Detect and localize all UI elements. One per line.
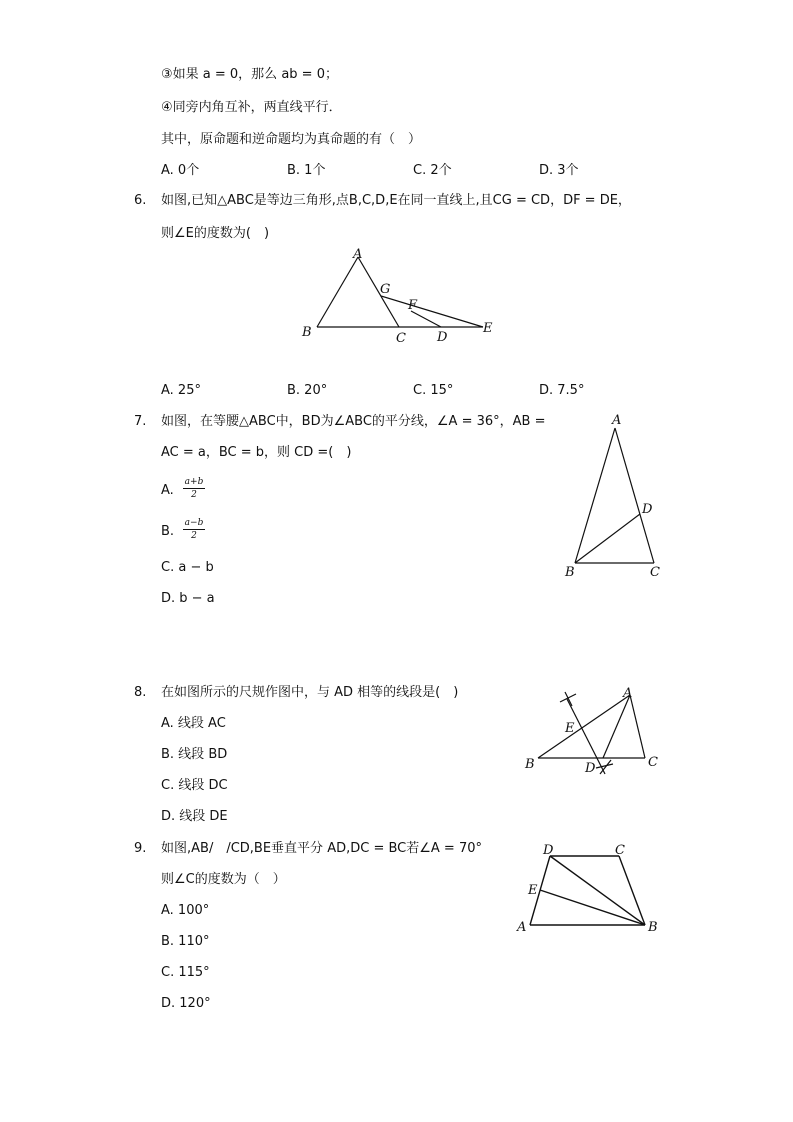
- option-b: B. 20°: [287, 383, 328, 398]
- option-c: C. 15°: [413, 383, 454, 398]
- point-label: A: [517, 920, 527, 935]
- statement-3: ③如果 a = 0，那么 ab = 0；: [161, 67, 338, 82]
- question-stem: 其中，原命题和逆命题均为真命题的有（ ）: [161, 132, 422, 147]
- segment-bd: [575, 514, 640, 563]
- question-number: 8.: [134, 685, 147, 700]
- q8-figure: [520, 682, 665, 782]
- segment-ac: [630, 695, 645, 758]
- option-a: A. 25°: [161, 383, 201, 398]
- point-label: C: [396, 331, 406, 346]
- segment-ac: [358, 257, 399, 327]
- option-a: A. 0个: [161, 163, 200, 178]
- point-label: D: [585, 761, 596, 776]
- fraction-denominator: 2: [191, 531, 197, 541]
- option-c: C. 2个: [413, 163, 452, 178]
- segment-ac: [615, 428, 654, 563]
- point-label: A: [612, 413, 622, 428]
- option-a-fraction: [183, 477, 205, 500]
- option-a: A. 线段 AC: [161, 716, 226, 731]
- option-b-fraction: [183, 518, 205, 541]
- segment-eb: [540, 890, 645, 925]
- fraction-numerator: a−b: [184, 518, 204, 528]
- segment-ab: [317, 257, 358, 327]
- option-b: B. 线段 BD: [161, 747, 228, 762]
- q9-figure: [512, 838, 667, 938]
- point-label: E: [565, 721, 575, 736]
- point-label: B: [302, 325, 312, 340]
- point-label: D: [543, 843, 554, 858]
- point-label: B: [525, 757, 535, 772]
- option-c: C. 115°: [161, 965, 210, 980]
- segment-cb: [619, 856, 645, 925]
- point-label: E: [483, 321, 493, 336]
- point-label: C: [648, 755, 658, 770]
- option-d: D. 120°: [161, 996, 211, 1011]
- fraction-numerator: a+b: [184, 477, 204, 487]
- statement-4: ④同旁内角互补，两直线平行．: [161, 100, 342, 115]
- question-number: 7.: [134, 414, 147, 429]
- option-a: A. 100°: [161, 903, 210, 918]
- option-b: B. 1个: [287, 163, 326, 178]
- option-c: C. 线段 DC: [161, 778, 228, 793]
- option-d: D. 3个: [539, 163, 579, 178]
- point-label: D: [642, 502, 653, 517]
- option-a-prefix: A.: [161, 483, 174, 498]
- point-label: E: [528, 883, 538, 898]
- point-label: D: [437, 330, 448, 345]
- fraction-denominator: 2: [191, 490, 197, 500]
- question-text: 如图,已知△ABC是等边三角形,点B,C,D,E在同一直线上,且CG = CD，DF = DE，: [161, 193, 631, 208]
- option-d: D. b − a: [161, 591, 215, 606]
- point-label: F: [408, 298, 418, 313]
- question-number: 9.: [134, 841, 147, 856]
- question-number: 6.: [134, 193, 147, 208]
- point-label: C: [615, 843, 625, 858]
- option-d: D. 线段 DE: [161, 809, 228, 824]
- q7-figure: [560, 410, 670, 582]
- point-label: G: [380, 282, 391, 297]
- segment-db: [550, 856, 645, 925]
- q6-figure: [295, 245, 505, 350]
- point-label: B: [565, 565, 575, 580]
- question-text: 如图，在等腰△ABC中，BD为∠ABC的平分线，∠A = 36°，AB =: [161, 414, 546, 429]
- segment-ab: [575, 428, 615, 563]
- option-b: B. 110°: [161, 934, 210, 949]
- question-text: 则∠E的度数为( ): [161, 226, 270, 241]
- point-label: A: [623, 686, 633, 701]
- question-text: AC = a，BC = b，则 CD =( ): [161, 445, 352, 460]
- option-d: D. 7.5°: [539, 383, 585, 398]
- question-text: 如图,AB/ /CD,BE垂直平分 AD,DC = BC若∠A = 70°: [161, 841, 482, 856]
- point-label: A: [353, 247, 363, 262]
- point-label: C: [650, 565, 660, 580]
- point-label: B: [648, 920, 658, 935]
- question-text: 则∠C的度数为（ ）: [161, 872, 286, 887]
- option-b-prefix: B.: [161, 524, 175, 539]
- question-text: 在如图所示的尺规作图中，与 AD 相等的线段是( ): [161, 685, 459, 700]
- option-c: C. a − b: [161, 560, 214, 575]
